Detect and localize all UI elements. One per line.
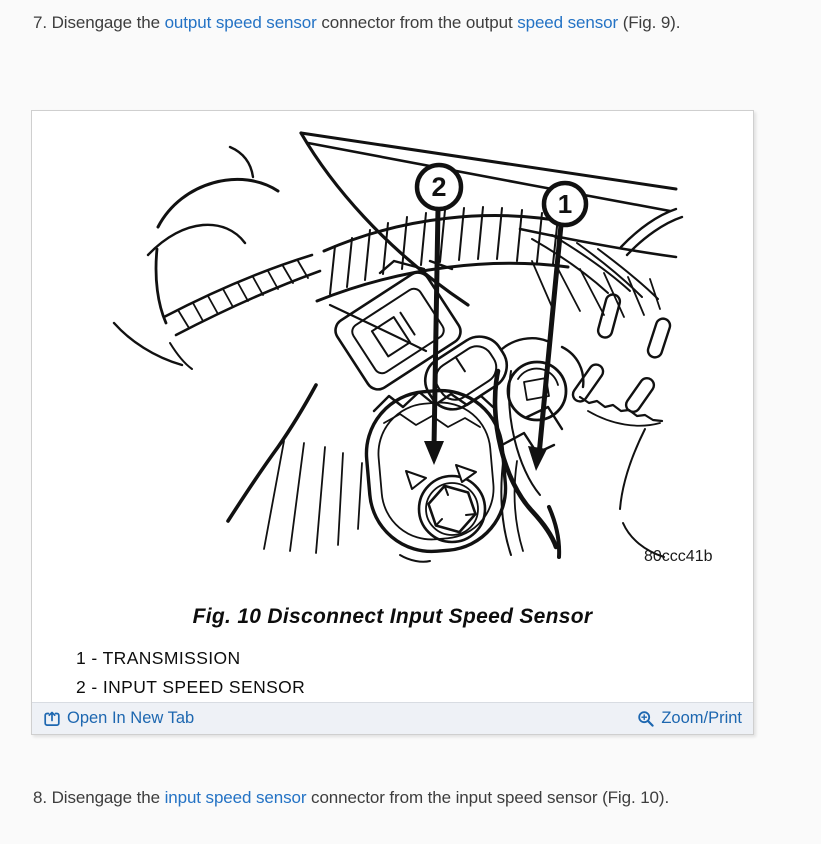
legend-item-input-speed-sensor: 2 - INPUT SPEED SENSOR	[76, 677, 306, 697]
instruction-step-8	[33, 787, 793, 810]
figure-footer-bar	[32, 702, 753, 734]
figure-caption: Fig. 10 Disconnect Input Speed Sensor	[192, 605, 593, 628]
figure-canvas	[32, 111, 753, 702]
step-8-text: 8. Disengage the	[33, 788, 165, 807]
output-speed-sensor-link[interactable]: output speed sensor	[164, 13, 317, 32]
speed-sensor-link[interactable]: speed sensor	[517, 13, 619, 32]
housing-curves	[114, 147, 278, 369]
step-7-text: connector from the output	[316, 13, 518, 32]
callout-bubble-1	[544, 183, 586, 225]
callout-bubble-2	[417, 165, 461, 209]
open-in-new-tab-icon	[43, 710, 61, 728]
callout-number-2: 2	[431, 172, 447, 202]
legend-item-transmission: 1 - TRANSMISSION	[76, 648, 241, 668]
right-arcs	[501, 429, 664, 557]
input-speed-sensor-link[interactable]: input speed sensor	[164, 788, 307, 807]
figure-id-watermark: 80ccc41b	[644, 548, 713, 565]
zoom-plus-icon	[637, 710, 655, 728]
step-8-text: connector from the input speed sensor (Fig. 10).	[306, 788, 670, 807]
step-7-text: (Fig. 9).	[618, 13, 681, 32]
step-7-text: 7. Disengage the	[33, 13, 165, 32]
callout-number-1: 1	[557, 189, 573, 219]
figure-card	[31, 110, 754, 735]
instruction-step-7	[33, 12, 793, 35]
figure-legend	[76, 644, 305, 702]
open-in-new-tab-link[interactable]	[43, 709, 194, 728]
open-in-new-tab-label: Open In New Tab	[67, 709, 195, 727]
panel-edges	[301, 133, 676, 305]
zoom-print-label: Zoom/Print	[661, 709, 742, 727]
hex-bolt	[419, 476, 485, 542]
zoom-print-link[interactable]	[637, 709, 742, 728]
small-conduit	[164, 255, 320, 335]
